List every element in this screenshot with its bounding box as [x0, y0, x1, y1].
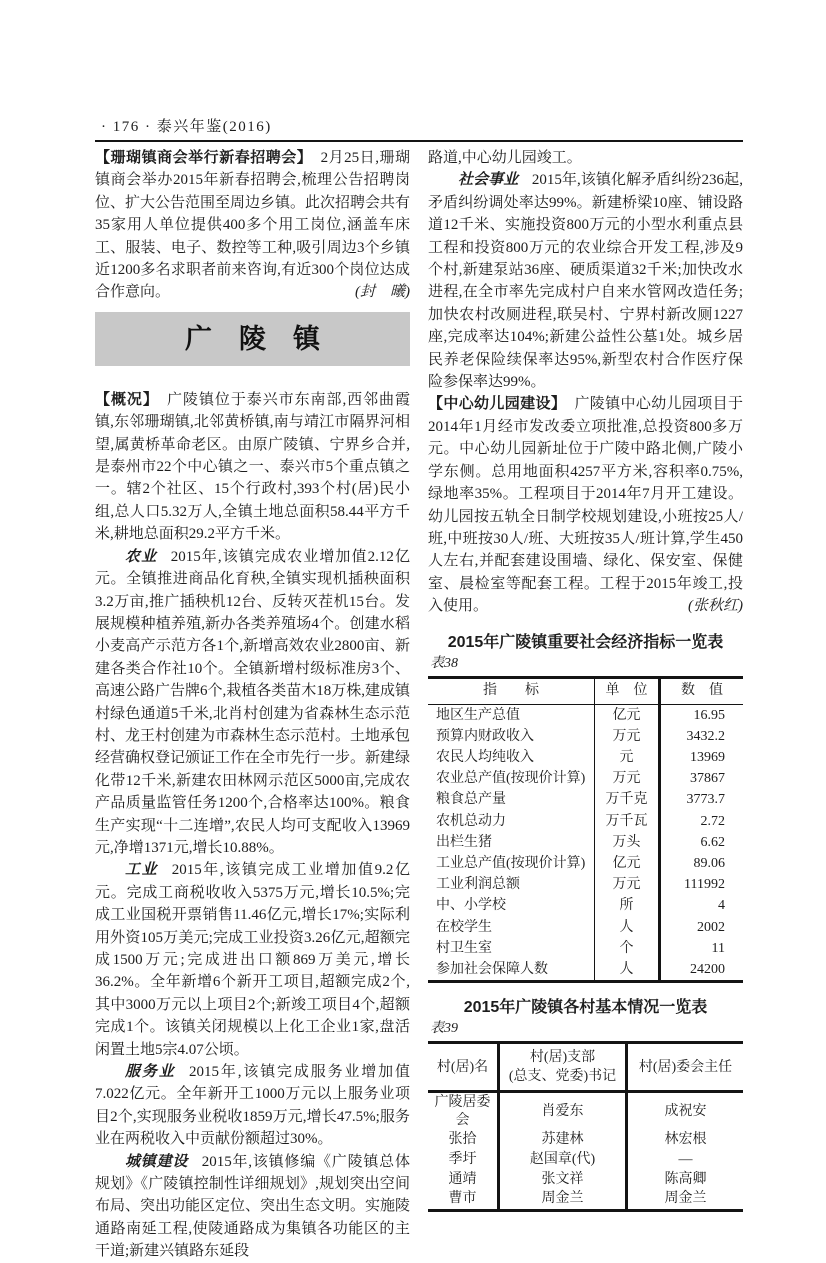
para-service-heading: 服务业: [125, 1064, 176, 1081]
table-row: 农业总产值(按现价计算) 万元 37867: [428, 768, 743, 789]
col-header-value: 数 值: [660, 677, 744, 704]
table-row: 广陵居委会 肖爱东 成祝安: [428, 1092, 743, 1131]
para-overview-text: 广陵镇位于泰兴市东南部,西邻曲霞镇,东邻珊瑚镇,北邻黄桥镇,南与靖江市隔界河相望,属黄桥革命老区。由原广陵镇、宁界乡合并,是泰州市22个中心镇之一、泰兴市5个重点镇之一。辖2个社区、15个行政村,393个村(居)民小组,总人口5.32万人,全镇土地总面积58.44平方千米,耕地总面积29.2平方千米。: [95, 391, 410, 543]
col-header-unit: 单 位: [595, 677, 660, 704]
table-row: 通靖 张文祥 陈高卿: [428, 1170, 743, 1190]
col-header-indicator: 指 标: [428, 677, 595, 704]
col-header-village: 村(居)名: [428, 1043, 499, 1092]
para-service: [95, 1061, 410, 1151]
para-overview-heading: 【概况】: [95, 390, 159, 408]
table-header-row: [428, 1043, 743, 1092]
article-kindergarten-text: 广陵镇中心幼儿园项目于2014年1月经市发改委立项批准,总投资800多万元。中心幼儿园新址位于广陵中路北侧,广陵小学东侧。总用地面积4257平方米,容积率0.75%,绿地率35%。工程项目于2014年7月开工建设。幼儿园按五轨全日制学校规划建设,小班按25人/班,中班按30人/班、大班按35人/班计算,学生450人左右,并配套建设围墙、绿化、保安室、保健室、晨检室等配套工程。工程于2015年竣工,投入使用。: [428, 396, 743, 615]
table-row: 地区生产总值 亿元 16.95: [428, 704, 743, 726]
para-urban-construction-continued: 路道,中心幼儿园竣工。: [428, 150, 582, 166]
left-column: [95, 147, 410, 1263]
table-header-row: [428, 677, 743, 704]
table-row: 张拾 苏建林 林宏根: [428, 1130, 743, 1150]
table-row: 工业总产值(按现价计算) 亿元 89.06: [428, 853, 743, 874]
para-social-affairs-text: 2015年,该镇化解矛盾纠纷236起,矛盾纠纷调处率达99%。新建桥梁10座、铺设路道12千米、实施投资800万元的小型水利重点县工程和投资800万元的农业综合开发工程,涉及9个村,新建泵站36座、硬质渠道32千米;加快改水进程,在全市率先完成村户自来水管网改造任务;加快农村改厕进程,联吴村、宁界村新改厕1227座,完成率达104%;新建公益性公墓1处。城乡居民养老保险续保率达95%,新型农村合作医疗保险参保率达99%。: [428, 172, 743, 391]
para-agriculture: [95, 546, 410, 860]
table39-block: [428, 997, 743, 1212]
para-social-affairs: [428, 169, 743, 393]
para-social-affairs-heading: 社会事业: [458, 172, 519, 189]
table-row: 季圩 赵国章(代) —: [428, 1150, 743, 1170]
table-row: 农民人均纯收入 元 13969: [428, 747, 743, 768]
para-agriculture-text: 2015年,该镇完成农业增加值2.12亿元。全镇推进商品化育秧,全镇实现机插秧面积3.2万亩,推广插秧机12台、反转灭茬机15台。发展规模种植养殖,新办各类养殖场4个。创建水稻小麦高产示范方各1个,新增高效农业2800亩、新建各类合作社10个。全镇新增村级标准房3个、高速公路广告牌6个,栽植各类苗木18万株,建成镇村绿色通道5千米,北肖村创建为省森林生态示范村、龙王村创建为市森林生态示范村。土地承包经营确权登记颁证工作在全市先行一步。新建绿化带12千米,新建农田林网示范区5000亩,完成农产品质量监管任务1200个,合格率达100%。粮食生产实现“十二连增”,农民人均可支配收入13969元,净增1371元,增长10.88%。: [95, 548, 411, 856]
para-industry-heading: 工业: [125, 862, 159, 879]
table-row: 出栏生猪 万头 6.62: [428, 832, 743, 853]
table-row: 在校学生 人 2002: [428, 917, 743, 938]
para-urban-construction-text: 2015年,该镇修编《广陵镇总体规划》《广陵镇控制性详细规划》,规划突出空间布局、突出功能区定位、突出生态文明。实施陵通路南延工程,使陵通路成为集镇各功能区的主干道;新建兴镇路东延段: [95, 1153, 411, 1260]
para-industry-text: 2015年,该镇完成工业增加值9.2亿元。完成工商税收收入5375万元,增长10.5%;完成工业国税开票销售11.46亿元,增长17%;实际利用外资105万美元;完成工业投资3.26亿元,超额完成1500万元;完成进出口额869万美元,增长36.2%。全年新增6个新开工项目,超额完成2个,其中3000万元以上项目2个;新竣工项目4个,超额完成1个。该镇关闭规模以上化工企业1家,盘活闲置土地5宗4.07公顷。: [95, 862, 410, 1058]
para-overview: [95, 389, 410, 546]
section-banner: 广 陵 镇: [95, 312, 410, 366]
table-row: 村卫生室 个 11: [428, 938, 743, 959]
col-header-secretary: 村(居)支部 (总支、党委)书记: [499, 1043, 627, 1092]
table-row: 中、小学校 所 4: [428, 895, 743, 916]
table-row: 农机总动力 万千瓦 2.72: [428, 811, 743, 832]
para-service-text: 2015年,该镇完成服务业增加值7.022亿元。全年新开工1000万元以上服务业项目2个,实现服务业税收1859万元,增长47.5%;服务业在两税收入中贡献份额超过30%。: [95, 1064, 410, 1148]
article-recruitment: [95, 147, 410, 304]
table-row: 粮食总产量 万千克 3773.7: [428, 789, 743, 810]
table-row: 工业利润总额 万元 111992: [428, 874, 743, 895]
header-rule: [95, 140, 743, 142]
para-agriculture-heading: 农业: [125, 548, 158, 565]
table38-block: [428, 632, 743, 984]
table39-label: 表39: [430, 1021, 458, 1037]
economic-indicators-table: [428, 676, 743, 984]
article-kindergarten-signature: (张秋红): [688, 598, 743, 615]
article-recruitment-signature: (封 曦): [355, 284, 410, 301]
table-row: 曹市 周金兰 周金兰: [428, 1189, 743, 1210]
article-kindergarten-heading: 【中心幼儿园建设】: [428, 395, 567, 413]
table38-label: 表38: [430, 655, 458, 671]
para-industry: [95, 859, 410, 1061]
table39-title: 2015年广陵镇各村基本情况一览表: [463, 999, 708, 1017]
table38-title: 2015年广陵镇重要社会经济指标一览表: [447, 633, 724, 651]
col-header-director: 村(居)委会主任: [627, 1043, 744, 1092]
article-kindergarten: [428, 393, 743, 617]
para-urban-construction-heading: 城镇建设: [125, 1153, 189, 1170]
table-row: 预算内财政收入 万元 3432.2: [428, 726, 743, 747]
article-recruitment-text: 2月25日,珊瑚镇商会举办2015年新春招聘会,梳理公告招聘岗位、扩大公告范围至周边乡镇。此次招聘会共有35家用人单位提供400多个用工岗位,涵盖车床工、服装、电子、数控等工种,吸引周边3个乡镇近1200多名求职者前来咨询,有近300个岗位达成合作意向。: [95, 150, 411, 301]
village-leaders-table: [428, 1041, 743, 1212]
right-column: [428, 147, 743, 1212]
table-row: 参加社会保障人数 人 24200: [428, 959, 743, 982]
para-urban-construction: [95, 1151, 410, 1263]
page-number-header: · 176 · 泰兴年鉴(2016): [101, 119, 272, 135]
article-recruitment-heading: 【珊瑚镇商会举行新春招聘会】: [95, 149, 313, 166]
